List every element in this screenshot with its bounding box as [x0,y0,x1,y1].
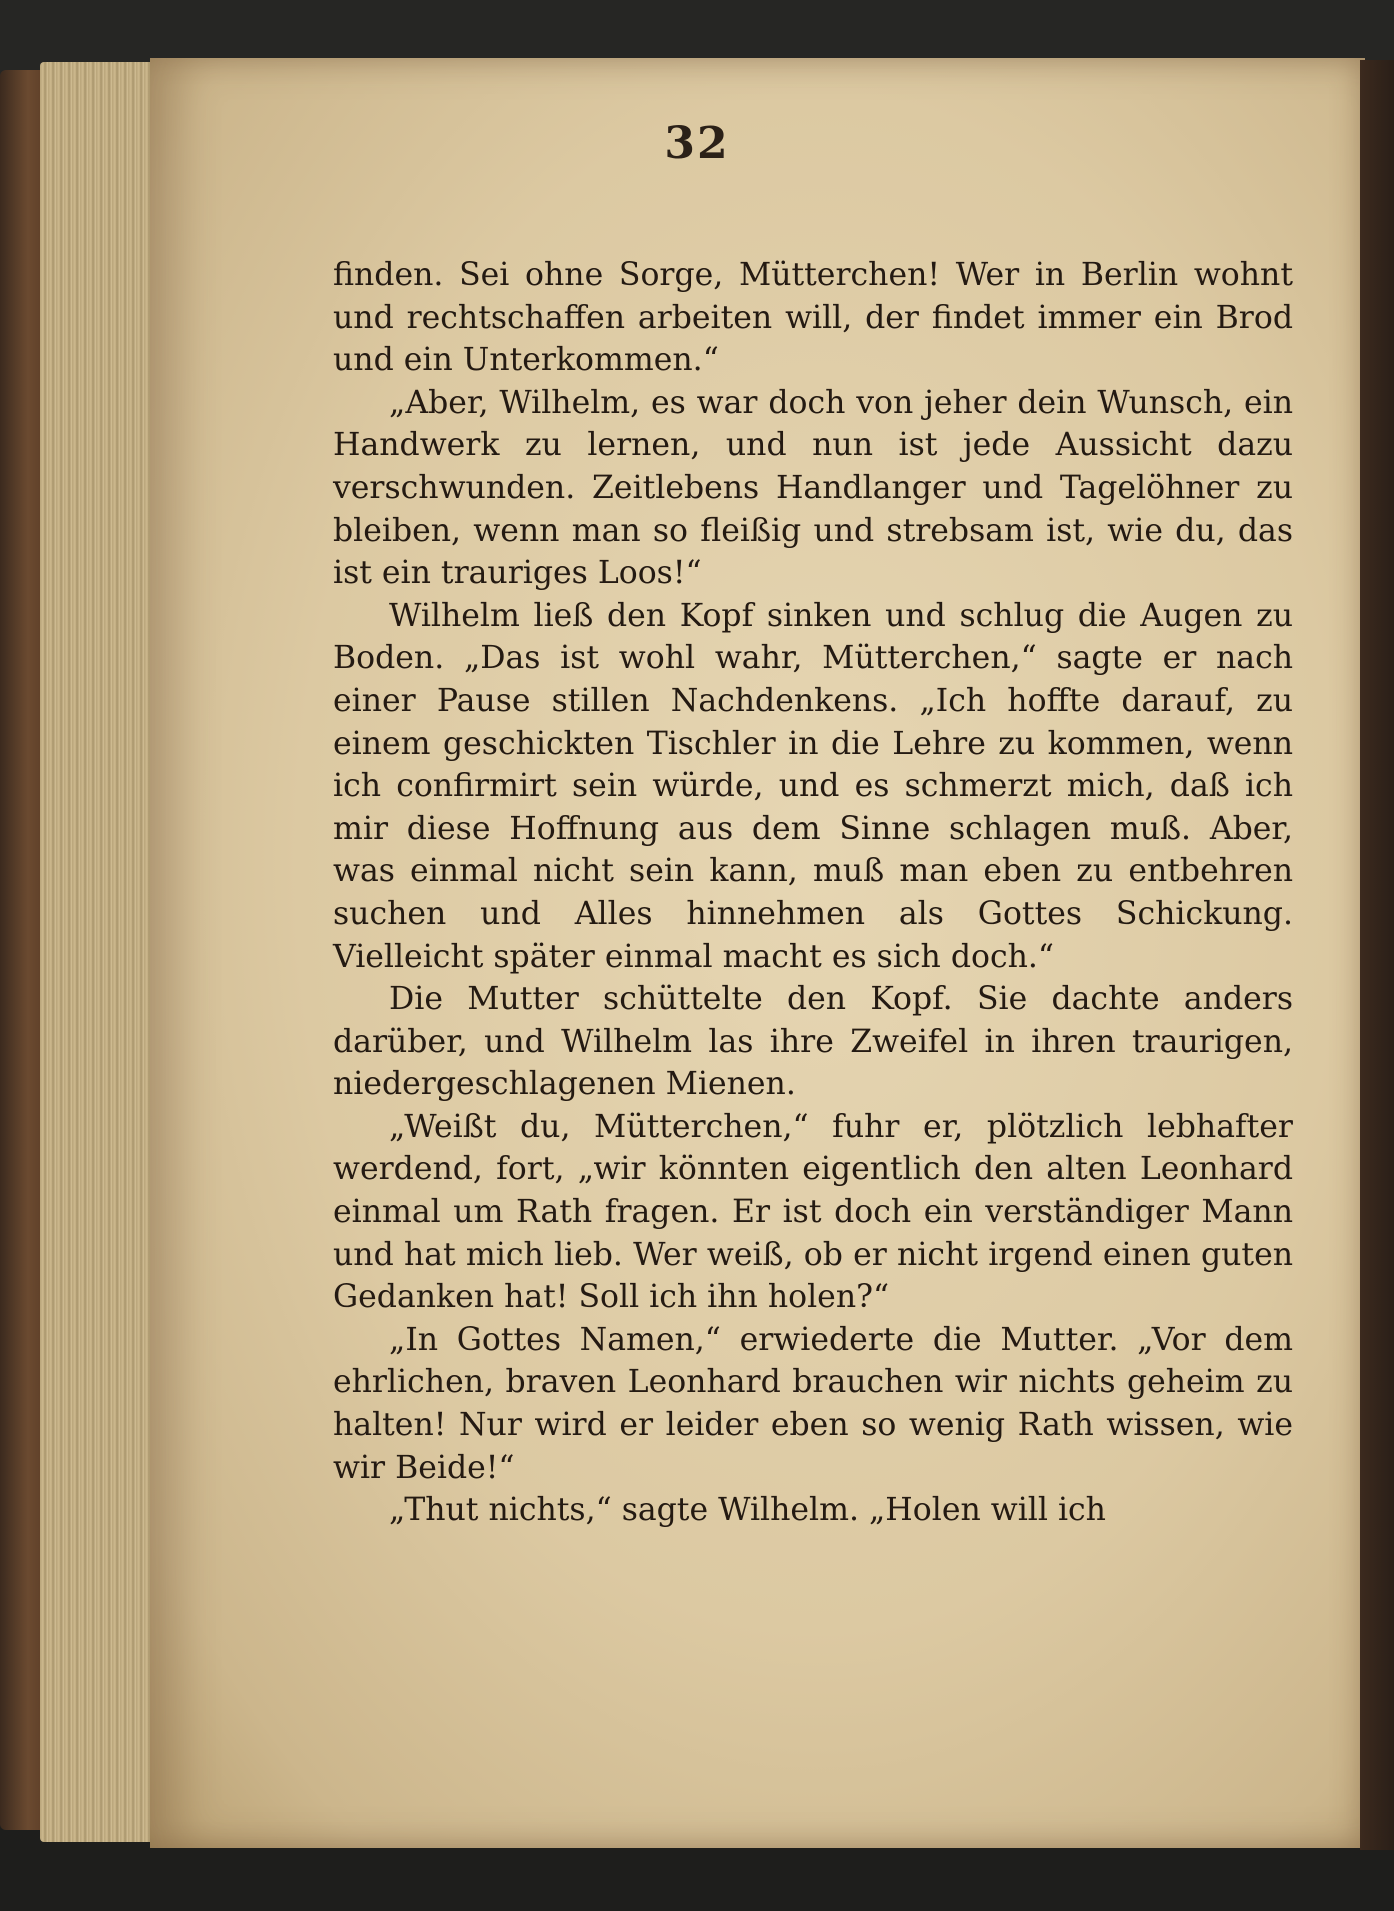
paragraph: „Aber, Wilhelm, es war doch von jeher dein Wunsch, ein Handwerk zu lernen, und nun ist jede Aussicht dazu verschwunden. Zeitlebens Handlanger und Tagelöhner zu bleiben, wenn man so fleißig und strebsam ist, wie du, das ist ein trauriges Loos!“ [333,384,1293,592]
paragraph: Wilhelm ließ den Kopf sinken und schlug die Augen zu Boden. „Das ist wohl wahr, Mütterchen,“ sagte er nach einer Pause stillen Nachdenkens. „Ich hoffte darauf, zu einem geschickten Tischler in die Lehre zu kommen, wenn ich confirmirt sein würde, und es schmerzt mich, daß ich mir diese Hoffnung aus dem Sinne schlagen muß. Aber, was einmal nicht sein kann, muß man eben zu entbehren suchen und Alles hinnehmen als Gottes Schickung. Vielleicht später einmal macht es sich doch.“ [333,597,1293,975]
paragraph: „Thut nichts,“ sagte Wilhelm. „Holen will ich [389,1492,1106,1529]
body-text [333,254,1293,1532]
paragraph: „In Gottes Namen,“ erwiederte die Mutter. „Vor dem ehrlichen, braven Leonhard brauchen wir nichts geheim zu halten! Nur wird er leider eben so wenig Rath wissen, wie wir Beide!“ [333,1321,1293,1486]
page-number: 32 [664,118,730,169]
paragraph: „Weißt du, Mütterchen,“ fuhr er, plötzlich lebhafter werdend, fort, „wir könnten eigentlich den alten Leonhard einmal um Rath fragen. Er ist doch ein verständiger Mann und hat mich lieb. Wer weiß, ob er nicht irgend einen guten Gedanken hat! Soll ich ihn holen?“ [333,1108,1293,1316]
paragraph: Die Mutter schüttelte den Kopf. Sie dachte anders darüber, und Wilhelm las ihre Zweifel in ihren traurigen, niedergeschlagenen Mienen. [333,981,1293,1103]
book-right-edge [1360,60,1394,1850]
paragraph: finden. Sei ohne Sorge, Mütterchen! Wer in Berlin wohnt und rechtschaffen arbeiten will, der findet immer ein Brod und ein Unterkommen.“ [333,257,1293,379]
